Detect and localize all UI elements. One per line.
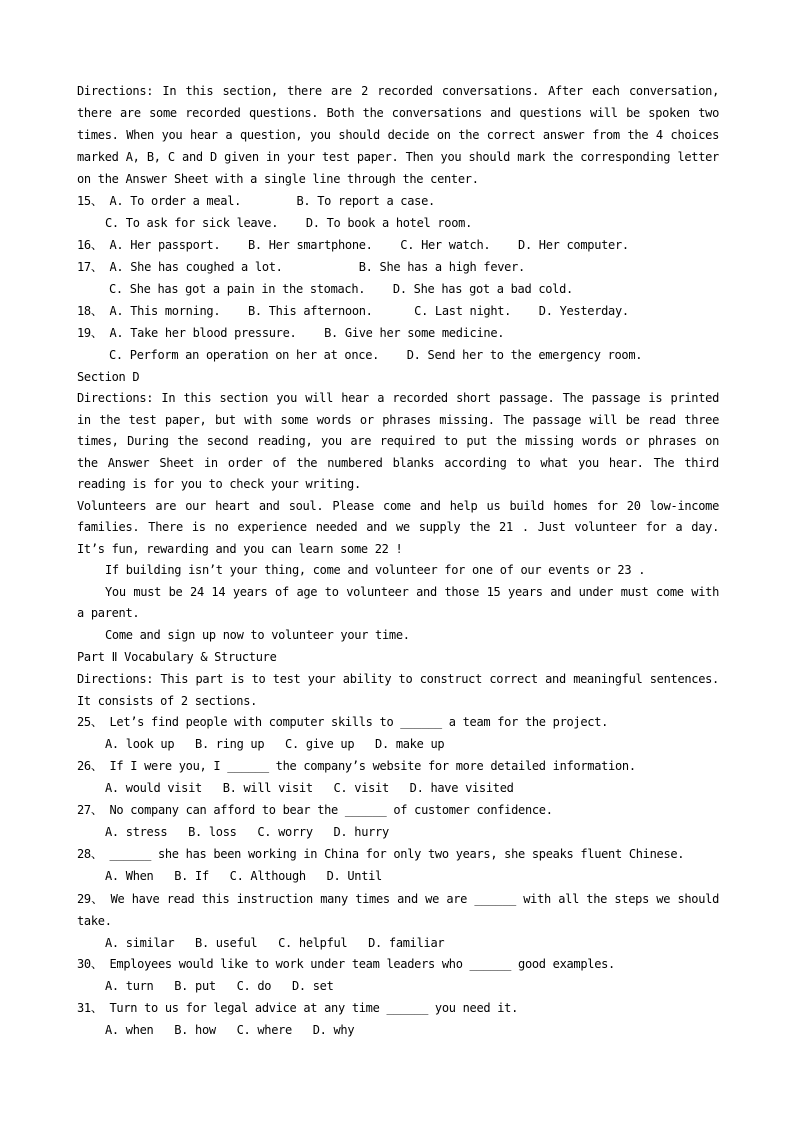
question-options: A. would visit B. will visit C. visit D. have visited — [105, 781, 514, 795]
question-stem: 29、 We have read this instruction many times and we are ______ with all the steps we should take. — [77, 892, 719, 928]
question-line: 16、 A. Her passport. B. Her smartphone. C. Her watch. D. Her computer. — [77, 238, 629, 252]
question-options: A. stress B. loss C. worry D. hurry — [105, 825, 389, 839]
question-31 — [77, 998, 719, 1042]
question-26 — [77, 756, 719, 800]
section-d-directions: Directions: In this section you will hear a recorded short passage. The passage is printed in the test paper, but with some words or phrases missing. The passage will be read three times, During the second reading, you are required to put the missing words or phrases on the Answer Sheet in order of the numbered blanks according to what you hear. The third reading is for you to check your writing. — [77, 391, 719, 491]
part-2-heading: Part Ⅱ Vocabulary & Structure — [77, 650, 277, 664]
question-line: 15、 A. To order a meal. B. To report a case. — [77, 194, 435, 208]
question-stem: 25、 Let’s find people with computer skills to ______ a team for the project. — [77, 715, 609, 729]
section-d-heading: Section D — [77, 370, 140, 384]
passage-paragraph-3: You must be 24 14 years of age to volunteer and those 15 years and under must come with a parent. — [77, 584, 719, 620]
question-16 — [77, 234, 719, 256]
question-line: 17、 A. She has coughed a lot. B. She has a high fever. — [77, 260, 525, 274]
question-options: A. turn B. put C. do D. set — [105, 979, 334, 993]
part-2-directions: Directions: This part is to test your ability to construct correct and meaningful sentences. It consists of 2 sections. — [77, 672, 719, 708]
question-options: A. similar B. useful C. helpful D. familiar — [105, 936, 445, 950]
passage-paragraph-4: Come and sign up now to volunteer your time. — [105, 627, 410, 642]
question-stem: 31、 Turn to us for legal advice at any time ______ you need it. — [77, 1001, 519, 1015]
question-options: A. when B. how C. where D. why — [105, 1023, 355, 1037]
question-stem: 26、 If I were you, I ______ the company’s website for more detailed information. — [77, 759, 636, 773]
question-25 — [77, 712, 719, 756]
question-stem: 30、 Employees would like to work under team leaders who ______ good examples. — [77, 957, 615, 971]
question-27 — [77, 800, 719, 844]
question-line: 18、 A. This morning. B. This afternoon. C. Last night. D. Yesterday. — [77, 304, 629, 318]
question-options: A. When B. If C. Although D. Until — [105, 869, 382, 883]
question-28 — [77, 844, 719, 888]
passage-paragraph-2: If building isn’t your thing, come and volunteer for one of our events or 23 . — [105, 563, 646, 577]
question-options: A. look up B. ring up C. give up D. make up — [105, 737, 445, 751]
question-17 — [77, 256, 719, 300]
question-29 — [77, 888, 719, 954]
exam-page — [77, 80, 719, 1042]
section-c-directions: Directions: In this section, there are 2 recorded conversations. After each conversation, there are some recorded questions. Both the conversations and questions will be spoken two times. When you hear a question, you should decide on the correct answer from the 4 choices marked A, B, C and D given in your test paper. Then you should mark the corresponding letter on the Answer Sheet with a single line through the center. — [77, 84, 719, 186]
question-line: C. She has got a pain in the stomach. D. She has got a bad cold. — [109, 282, 573, 296]
question-18 — [77, 300, 719, 322]
question-line: C. To ask for sick leave. D. To book a hotel room. — [105, 216, 473, 230]
question-line: C. Perform an operation on her at once. D. Send her to the emergency room. — [109, 348, 643, 362]
question-19 — [77, 322, 719, 366]
question-stem: 27、 No company can afford to bear the ______ of customer confidence. — [77, 803, 553, 817]
question-line: 19、 A. Take her blood pressure. B. Give her some medicine. — [77, 326, 505, 340]
question-15 — [77, 190, 719, 234]
question-stem: 28、 ______ she has been working in China for only two years, she speaks fluent Chinese. — [77, 847, 685, 861]
passage-paragraph-1: Volunteers are our heart and soul. Please come and help us build homes for 20 low-income families. There is no experience needed and we supply the 21 . Just volunteer for a day. It’s fun, rewarding and you can learn some 22 ! — [77, 498, 719, 556]
question-30 — [77, 954, 719, 998]
